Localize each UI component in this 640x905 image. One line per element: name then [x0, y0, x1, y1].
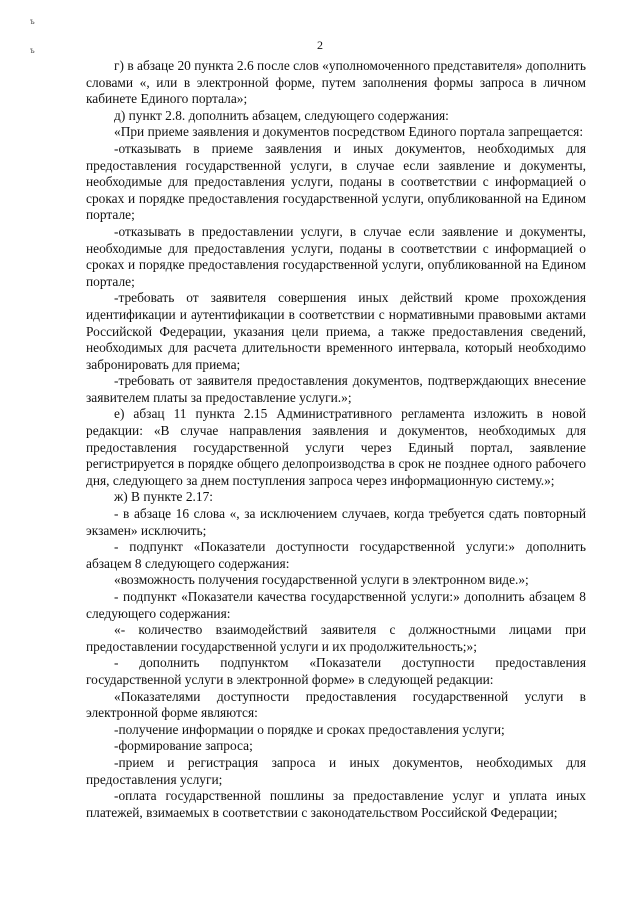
paragraph: - подпункт «Показатели доступности государственной услуги:» дополнить абзацем 8 следующего содержания: [86, 539, 586, 571]
paragraph: -получение информации о порядке и сроках предоставления услуги; [114, 721, 505, 737]
paragraph: -отказывать в предоставлении услуги, в случае если заявление и документы, необходимые для предоставления услуги, поданы в соответствии с информацией о сроках и порядке предоставления государственной услуги, опубликованной на Едином портале; [86, 223, 586, 289]
paragraph: ж) В пункте 2.17: [114, 489, 213, 505]
scan-mark: ъ [30, 16, 35, 26]
paragraph: -оплата государственной пошлины за предоставление услуг и уплата иных платежей, взимаемых в соответствии с законодательством Российской Федерации; [86, 788, 586, 820]
paragraph: г) в абзаце 20 пункта 2.6 после слов «уполномоченного представителя» дополнить словами «, или в электронной форме, путем заполнения формы запроса в личном кабинете Единого портала»; [86, 58, 586, 107]
paragraph: е) абзац 11 пункта 2.15 Административного регламента изложить в новой редакции: «В случае направления заявления и документов, необходимых для предоставления государственной услуги через Единый портал, заявление регистрируется в порядке общего делопроизводства в срок не позднее одного рабочего дня, следующего за днем поступления запроса через информационную систему.»; [86, 406, 586, 488]
paragraph: -прием и регистрация запроса и иных документов, необходимых для предоставления услуги; [86, 754, 586, 787]
paragraph: -требовать от заявителя предоставления документов, подтверждающих внесение заявителем платы за предоставление услуги.»; [86, 373, 586, 405]
document-body [86, 58, 586, 821]
paragraph: -отказывать в приеме заявления и иных документов, необходимых для предоставления государственной услуги, в случае если заявление и документы, необходимые для предоставления услуги, поданы в соответствии с информацией о сроках и порядке предоставления государственной услуги, опубликованной на Едином портале; [86, 140, 586, 223]
page-number: 2 [317, 38, 323, 52]
paragraph: «При приеме заявления и документов посредством Единого портала запрещается: [114, 124, 584, 140]
paragraph: -требовать от заявителя совершения иных действий кроме прохождения идентификации и аутентификации в соответствии с нормативными правовыми актами Российской Федерации, указания цели приема, а также предоставления сведений, необходимых для расчета длительности временного интервала, который необходимо забронировать для приема; [86, 290, 586, 372]
paragraph: д) пункт 2.8. дополнить абзацем, следующего содержания: [114, 107, 449, 123]
paragraph: «возможность получения государственной услуги в электронном виде.»; [114, 572, 529, 588]
paragraph: «Показателями доступности предоставления государственной услуги в электронной форме являются: [86, 688, 586, 721]
paragraph: «- количество взаимодействий заявителя с должностными лицами при предоставлении государственной услуги и их продолжительность;»; [86, 622, 586, 654]
paragraph: - в абзаце 16 слова «, за исключением случаев, когда требуется сдать повторный экзамен» исключить; [86, 506, 586, 538]
paragraph: - дополнить подпунктом «Показатели доступности предоставления государственной услуги в электронной форме» в следующей редакции: [86, 655, 586, 687]
paragraph: -формирование запроса; [114, 738, 253, 754]
scan-mark: ъ [30, 45, 35, 55]
paragraph: - подпункт «Показатели качества государственной услуги:» дополнить абзацем 8 следующего содержания: [86, 589, 586, 621]
